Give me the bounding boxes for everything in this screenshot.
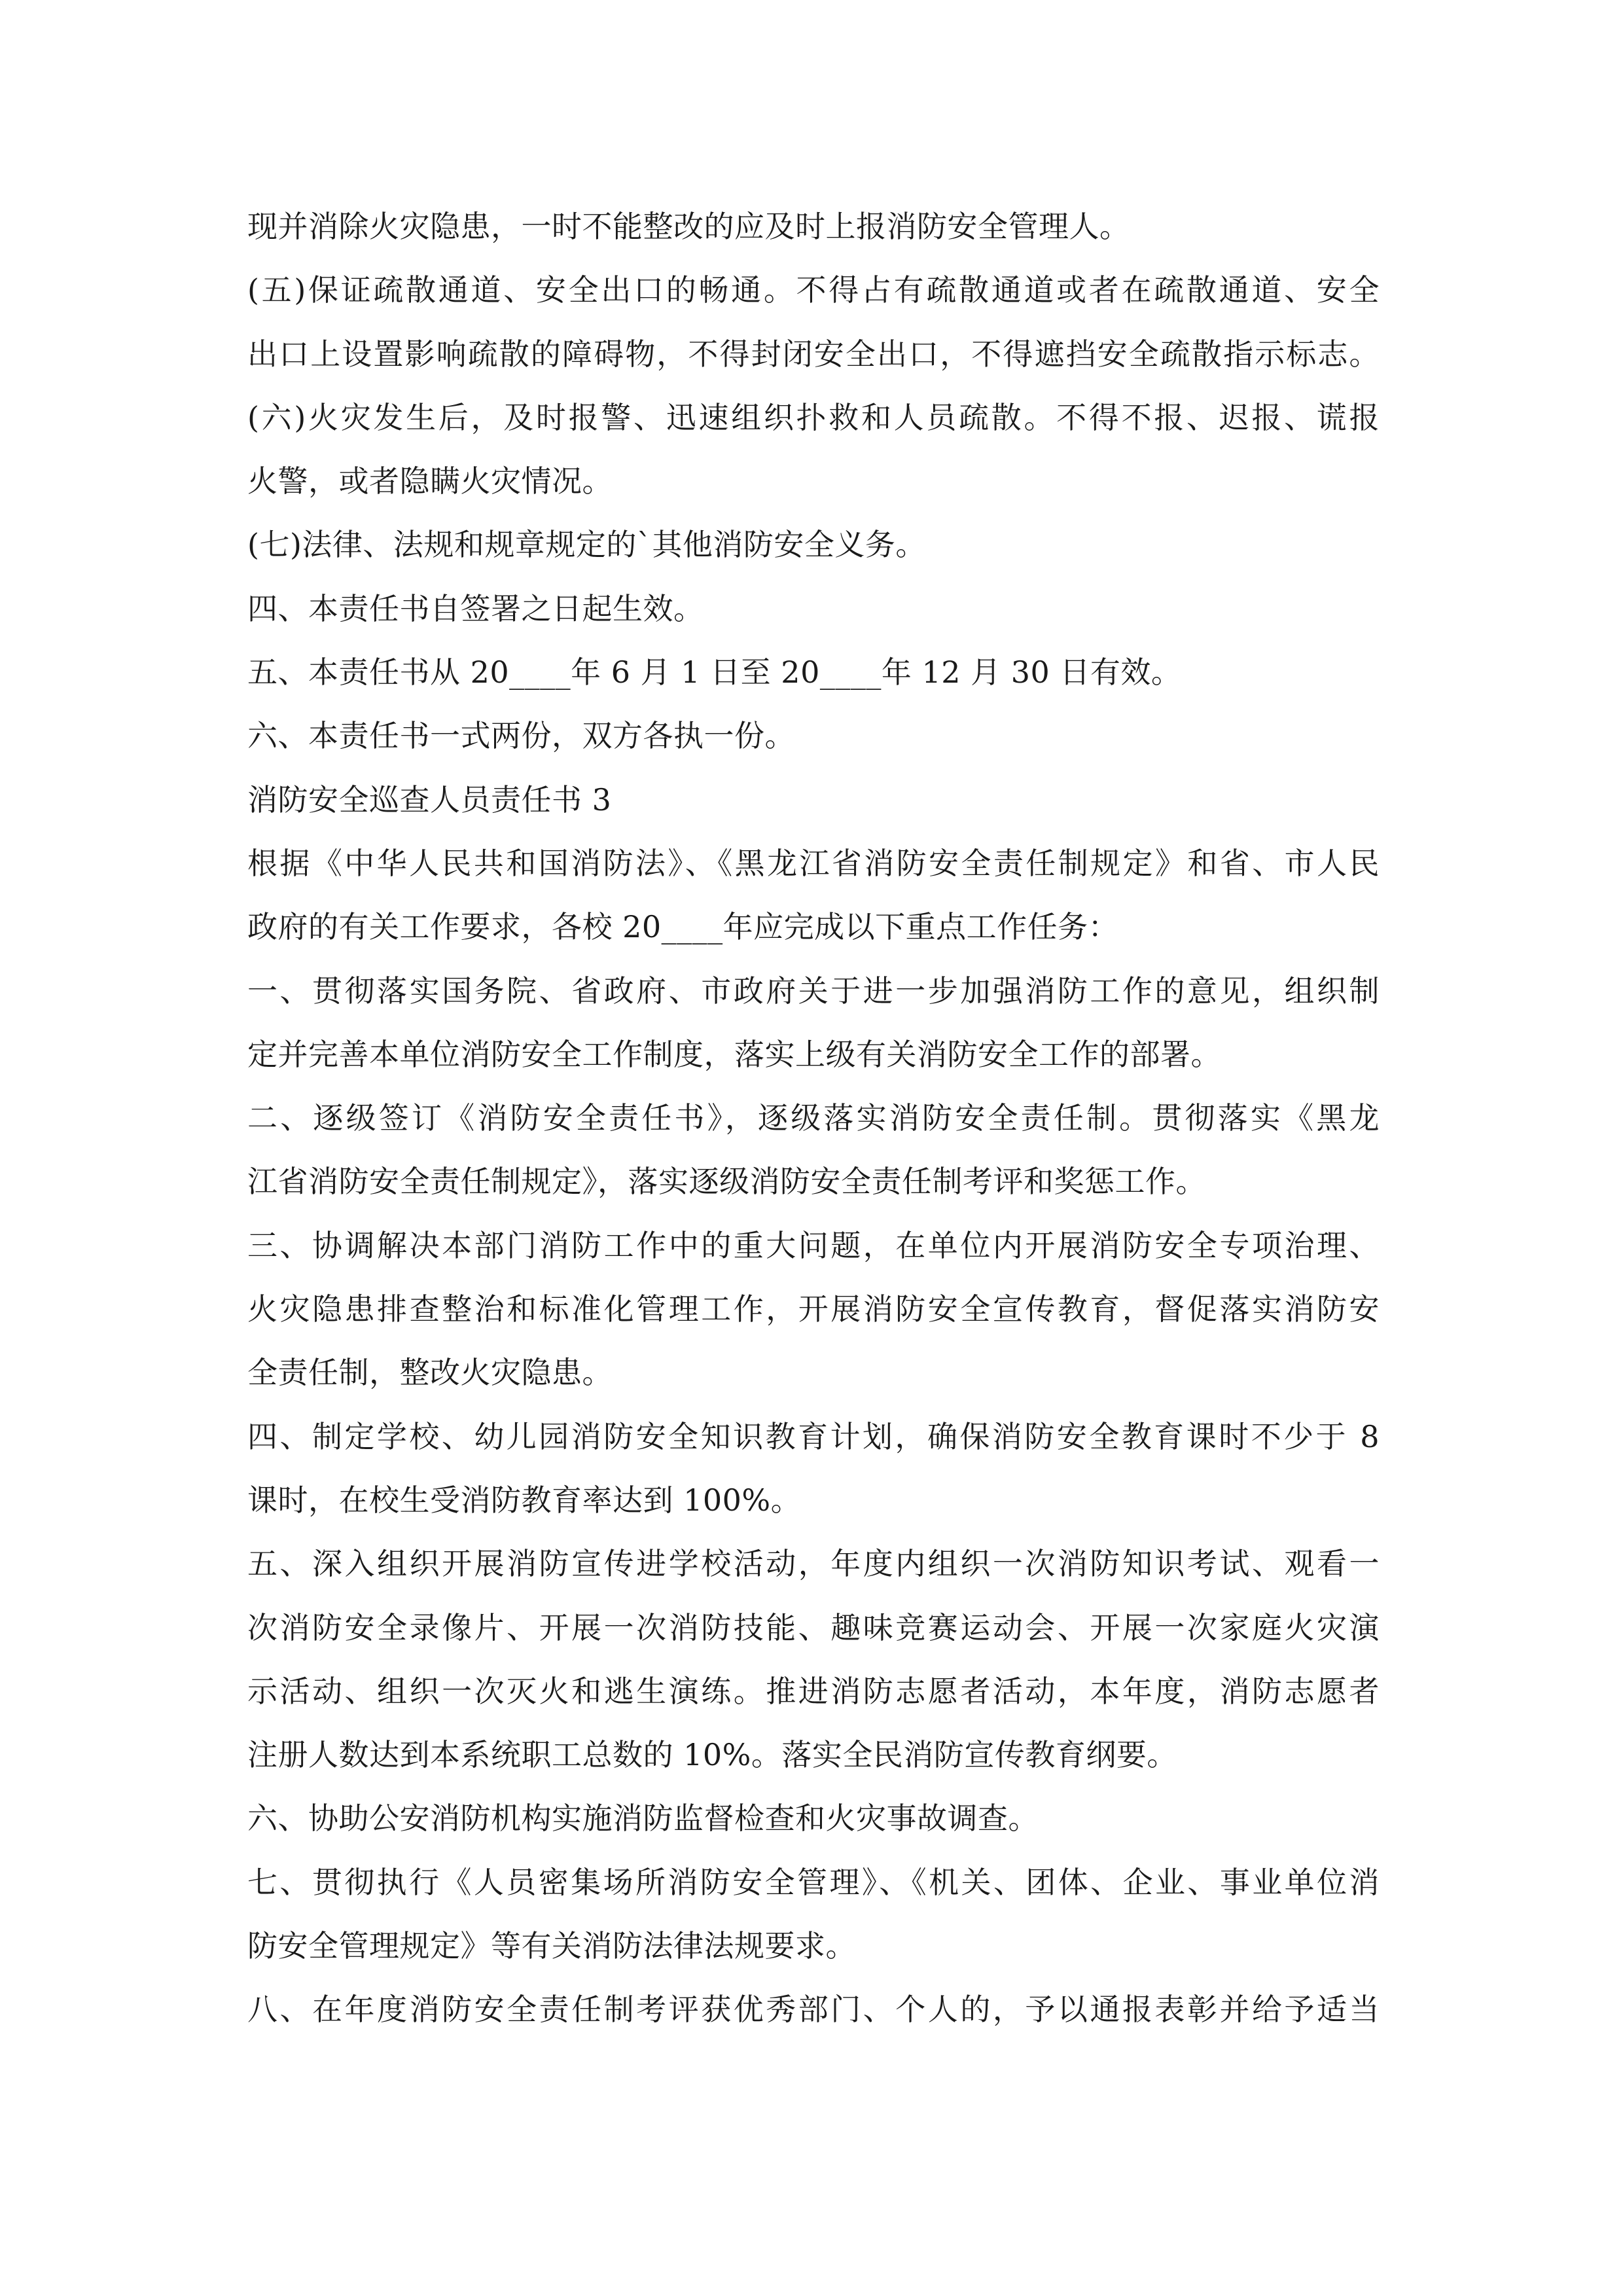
text-line: (六)火灾发生后，及时报警、迅速组织扑救和人员疏散。不得不报、迟报、谎报 — [247, 399, 1380, 435]
text-line: 五、本责任书从 20____年 6 月 1 日至 20____年 12 月 30 日有效。 — [247, 655, 1182, 691]
text-line: 四、制定学校、幼儿园消防安全知识教育计划，确保消防安全教育课时不少于 8 — [247, 1418, 1380, 1454]
text-line: 江省消防安全责任制规定》，落实逐级消防安全责任制考评和奖惩工作。 — [247, 1164, 1206, 1200]
text-line: (五)保证疏散通道、安全出口的畅通。不得占有疏散通道或者在疏散通道、安全 — [247, 272, 1380, 308]
document-body — [247, 195, 1380, 2042]
text-line: 次消防安全录像片、开展一次消防技能、趣味竞赛运动会、开展一次家庭火灾演 — [247, 1609, 1380, 1645]
text-line: 防安全管理规定》等有关消防法律法规要求。 — [247, 1928, 856, 1964]
text-line: 根据《中华人民共和国消防法》、《黑龙江省消防安全责任制规定》和省、市人民 — [247, 845, 1380, 881]
text-line: 四、本责任书自签署之日起生效。 — [247, 590, 704, 626]
text-line: 出口上设置影响疏散的障碍物，不得封闭安全出口，不得遮挡安全疏散指示标志。 — [247, 336, 1380, 372]
text-line: 定并完善本单位消防安全工作制度，落实上级有关消防安全工作的部署。 — [247, 1036, 1221, 1072]
text-line: (七)法律、法规和规章规定的`其他消防安全义务。 — [247, 527, 926, 563]
text-line: 注册人数达到本系统职工总数的 10%。落实全民消防宣传教育纲要。 — [247, 1737, 1177, 1773]
text-line: 示活动、组织一次灭火和逃生演练。推进消防志愿者活动，本年度，消防志愿者 — [247, 1673, 1380, 1709]
text-line: 全责任制，整改火灾隐患。 — [247, 1355, 613, 1391]
text-line: 六、本责任书一式两份，双方各执一份。 — [247, 718, 795, 754]
text-line: 一、贯彻落实国务院、省政府、市政府关于进一步加强消防工作的意见，组织制 — [247, 973, 1380, 1009]
text-line: 六、协助公安消防机构实施消防监督检查和火灾事故调查。 — [247, 1801, 1039, 1837]
text-line: 八、在年度消防安全责任制考评获优秀部门、个人的，予以通报表彰并给予适当 — [247, 1992, 1380, 2028]
text-line: 五、深入组织开展消防宣传进学校活动，年度内组织一次消防知识考试、观看一 — [247, 1546, 1380, 1582]
text-line: 二、逐级签订《消防安全责任书》，逐级落实消防安全责任制。贯彻落实《黑龙 — [247, 1100, 1380, 1136]
text-line: 三、协调解决本部门消防工作中的重大问题，在单位内开展消防安全专项治理、 — [247, 1227, 1380, 1263]
text-line: 现并消除火灾隐患，一时不能整改的应及时上报消防安全管理人。 — [247, 209, 1130, 244]
text-line: 七、贯彻执行《人员密集场所消防安全管理》、《机关、团体、企业、事业单位消 — [247, 1864, 1380, 1900]
text-line: 火灾隐患排查整治和标准化管理工作，开展消防安全宣传教育，督促落实消防安 — [247, 1291, 1380, 1327]
text-line: 课时，在校生受消防教育率达到 100%。 — [247, 1482, 802, 1518]
section-title: 消防安全巡查人员责任书 3 — [247, 781, 612, 817]
text-line: 火警，或者隐瞒火灾情况。 — [247, 463, 613, 499]
text-line: 政府的有关工作要求，各校 20____年应完成以下重点工作任务： — [247, 909, 1119, 945]
